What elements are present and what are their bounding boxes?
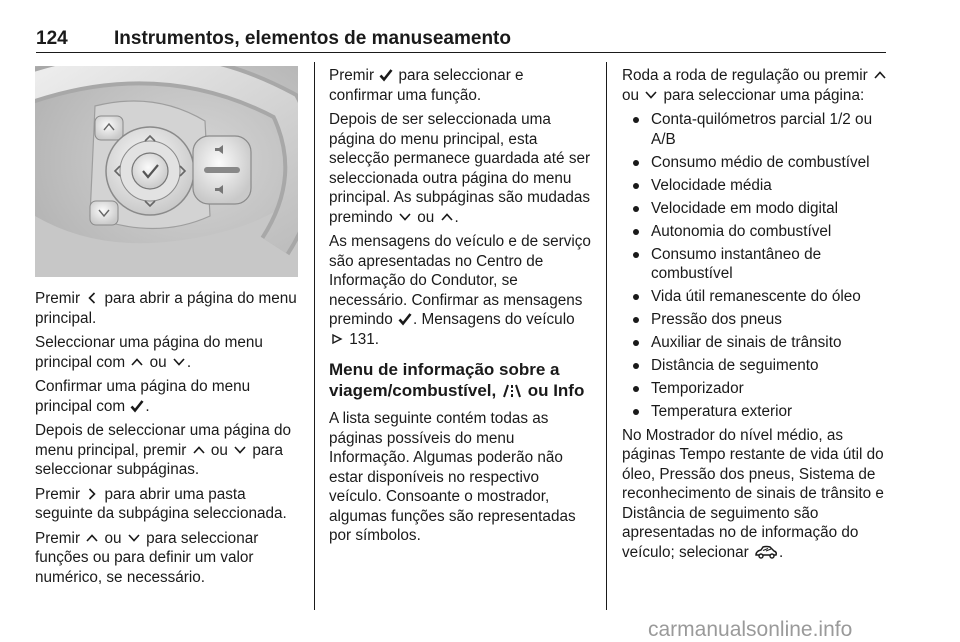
page-number: 124 (36, 28, 68, 49)
down-arrow-icon (127, 531, 141, 545)
column-right (622, 66, 890, 567)
paragraph: A lista seguinte contém todas as páginas possíveis do menu Informação. Algumas poderão não estar disponíveis no respectivo veículo. Consoante o mostrador, algumas funções são representadas por símbolos. (329, 410, 576, 544)
check-icon (130, 399, 144, 413)
paragraph: Premir para abrir uma pasta seguinte da subpágina seleccionada. (35, 485, 287, 522)
page-list (622, 110, 890, 422)
paragraph: Premir ou para seleccionar funções ou para definir um valor numérico, se necessário. (35, 529, 259, 586)
column-middle (329, 66, 591, 551)
list-item: Distância de seguimento (622, 356, 890, 376)
list-item: Temperatura exterior (622, 402, 890, 422)
check-icon (379, 68, 393, 82)
steering-wheel-controls-illustration (35, 66, 298, 277)
paragraph: Depois de ser seleccionada uma página do menu principal, esta selecção permanece guardada até ser seleccionada outra página do menu principal. As subpáginas são mudadas premindo ou . (329, 111, 591, 226)
list-item: Autonomia do combustível (622, 222, 890, 242)
paragraph: Seleccionar uma página do menu principal com ou . (35, 334, 263, 371)
column-divider-1 (314, 62, 315, 610)
up-arrow-icon (130, 355, 144, 369)
watermark: carmanualsonline.info (648, 618, 853, 641)
down-arrow-icon (233, 443, 247, 457)
up-arrow-icon (192, 443, 206, 457)
list-item: Velocidade média (622, 176, 890, 196)
paragraph: Depois de seleccionar uma página do menu principal, premir ou para seleccionar subpáginas. (35, 422, 291, 478)
column-left (35, 289, 300, 592)
left-arrow-icon (85, 291, 99, 305)
up-arrow-icon (85, 531, 99, 545)
column-divider-2 (606, 62, 607, 610)
paragraph: Premir para abrir a página do menu principal. (35, 290, 297, 327)
page-header (36, 28, 886, 50)
list-item: Temporizador (622, 379, 890, 399)
list-item: Consumo instantâneo de combustível (622, 245, 890, 284)
list-item: Pressão dos pneus (622, 310, 890, 330)
list-item: Velocidade em modo digital (622, 199, 890, 219)
paragraph: Confirmar uma página do menu principal com . (35, 378, 251, 415)
check-icon (398, 312, 412, 326)
trip-road-icon (502, 384, 522, 398)
list-item: Consumo médio de combustível (622, 153, 890, 173)
cross-reference-icon (330, 332, 344, 346)
header-rule (36, 52, 886, 53)
up-arrow-icon (873, 68, 887, 82)
list-item: Conta-quilómetros parcial 1/2 ou A/B (622, 110, 890, 149)
right-arrow-icon (85, 487, 99, 501)
cross-reference-link[interactable]: 131. (349, 330, 380, 348)
down-arrow-icon (172, 355, 186, 369)
paragraph: Premir para seleccionar e confirmar uma função. (329, 67, 524, 104)
section-heading: Menu de informação sobre a viagem/combustível, ou Info (329, 360, 585, 400)
paragraph: No Mostrador do nível médio, as páginas Tempo restante de vida útil do óleo, Pressão dos pneus, Sistema de reconhecimento de sinais de trânsito e Distância de seguimento são apresentadas no de informação do veículo; selecionar . (622, 426, 884, 561)
paragraph: Roda a roda de regulação ou premir ou para seleccionar uma página: (622, 66, 890, 105)
list-item: Vida útil remanescente do óleo (622, 287, 890, 307)
down-arrow-icon (398, 210, 412, 224)
up-arrow-icon (440, 210, 454, 224)
vehicle-icon (754, 545, 778, 559)
paragraph: As mensagens do veículo e de serviço são apresentadas no Centro de Informação do Condutor, se necessário. Confirmar as mensagens premindo . Mensagens do veículo 131. (329, 233, 591, 348)
down-arrow-icon (644, 88, 658, 102)
page-title: Instrumentos, elementos de manuseamento (114, 28, 511, 49)
list-item: Auxiliar de sinais de trânsito (622, 333, 890, 353)
